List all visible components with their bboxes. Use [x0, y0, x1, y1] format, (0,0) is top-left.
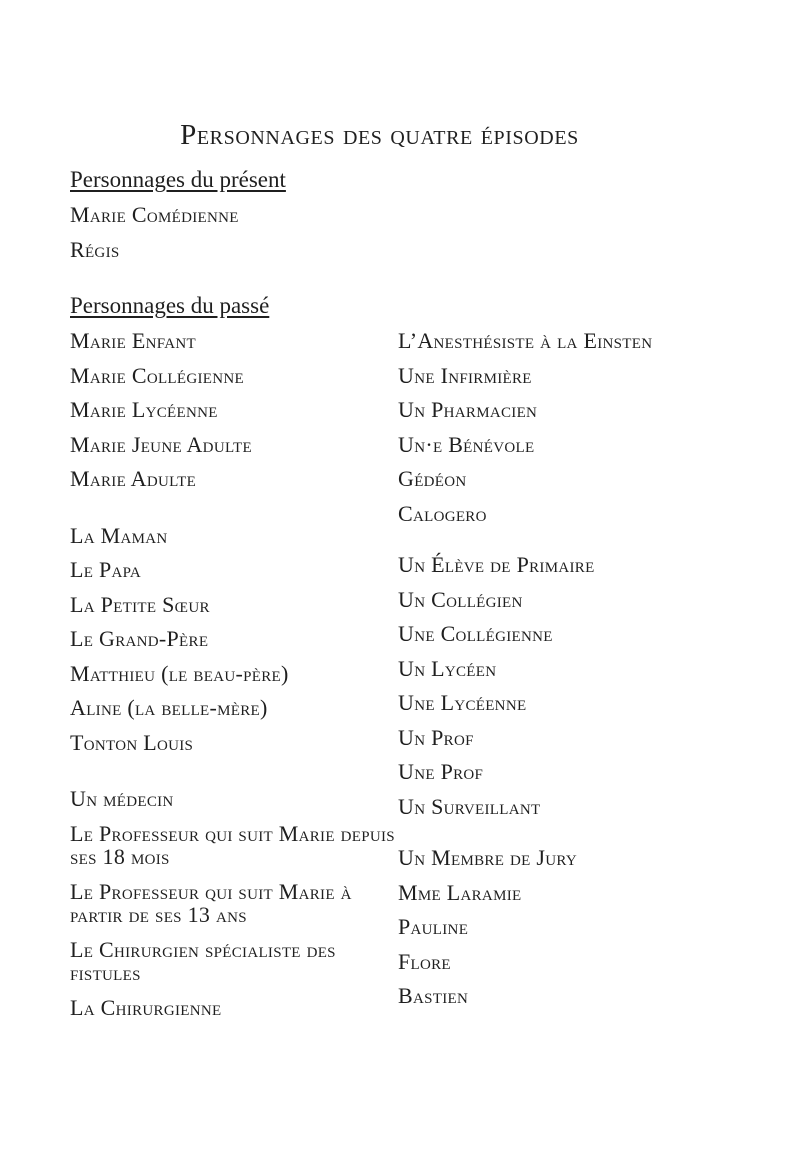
left-column — [70, 329, 398, 1030]
character-item: Une Prof — [398, 759, 484, 784]
character-item: Le Papa — [70, 557, 142, 582]
character-item: Un Pharmacien — [398, 397, 538, 422]
character-group — [398, 329, 733, 525]
character-group — [70, 329, 398, 491]
character-item: La Chirurgienne — [70, 994, 222, 1020]
character-item: Une Lycéenne — [398, 690, 527, 715]
page-title: Personnages des quatre épisodes — [180, 119, 579, 151]
character-item: Le Professeur qui suit Marie à partir de ses 13 ans — [70, 878, 352, 927]
character-group — [70, 787, 398, 1019]
character-item: Un médecin — [70, 786, 174, 811]
character-item: Un Lycéen — [398, 655, 497, 681]
character-item: Un Surveillant — [398, 793, 541, 819]
character-item: Pauline — [398, 914, 469, 939]
character-item: Un Élève de Primaire — [398, 552, 595, 577]
character-group — [398, 553, 733, 818]
character-item: Calogero — [398, 500, 487, 526]
character-item: Le Grand-Père — [70, 626, 209, 651]
character-item: Le Chirurgien spécialiste des fistules — [70, 936, 336, 985]
character-item: Marie Adulte — [70, 466, 197, 491]
character-group — [398, 846, 733, 1008]
right-column — [398, 329, 733, 1019]
character-item: Marie Lycéenne — [70, 397, 218, 422]
character-item: Marie Jeune Adulte — [70, 431, 252, 457]
character-item: Marie Enfant — [70, 328, 196, 353]
character-item: Mme Laramie — [398, 879, 522, 905]
character-item: Régis — [70, 236, 120, 262]
character-item: Marie Comédienne — [70, 202, 239, 227]
section-present — [70, 166, 733, 261]
character-item: Gédéon — [398, 466, 467, 491]
character-item: Le Professeur qui suit Marie depuis ses 18 mois — [70, 820, 395, 869]
character-item: La Petite Sœur — [70, 591, 210, 617]
section-heading-past: Personnages du passé — [70, 293, 270, 318]
character-item: Bastien — [398, 983, 469, 1008]
character-item: Matthieu (le beau-père) — [70, 660, 289, 686]
character-item: Un Collégien — [398, 586, 523, 612]
character-item: Marie Collégienne — [70, 362, 244, 388]
character-item: Tonton Louis — [70, 729, 194, 755]
character-item: Un Membre de Jury — [398, 845, 577, 870]
character-item: Aline (la belle-mère) — [70, 695, 268, 720]
character-group — [70, 524, 398, 755]
character-item: La Maman — [70, 522, 168, 548]
section-heading-present: Personnages du présent — [70, 167, 286, 192]
two-column-list — [70, 329, 733, 1030]
character-item: Flore — [398, 948, 451, 974]
character-item: L’Anesthésiste à la Einsten — [398, 328, 653, 353]
character-item: Un Prof — [398, 724, 474, 750]
section-past — [70, 292, 733, 1030]
character-item: Un·e Bénévole — [398, 431, 535, 457]
character-item: Une Infirmière — [398, 362, 532, 388]
character-item: Une Collégienne — [398, 621, 553, 646]
